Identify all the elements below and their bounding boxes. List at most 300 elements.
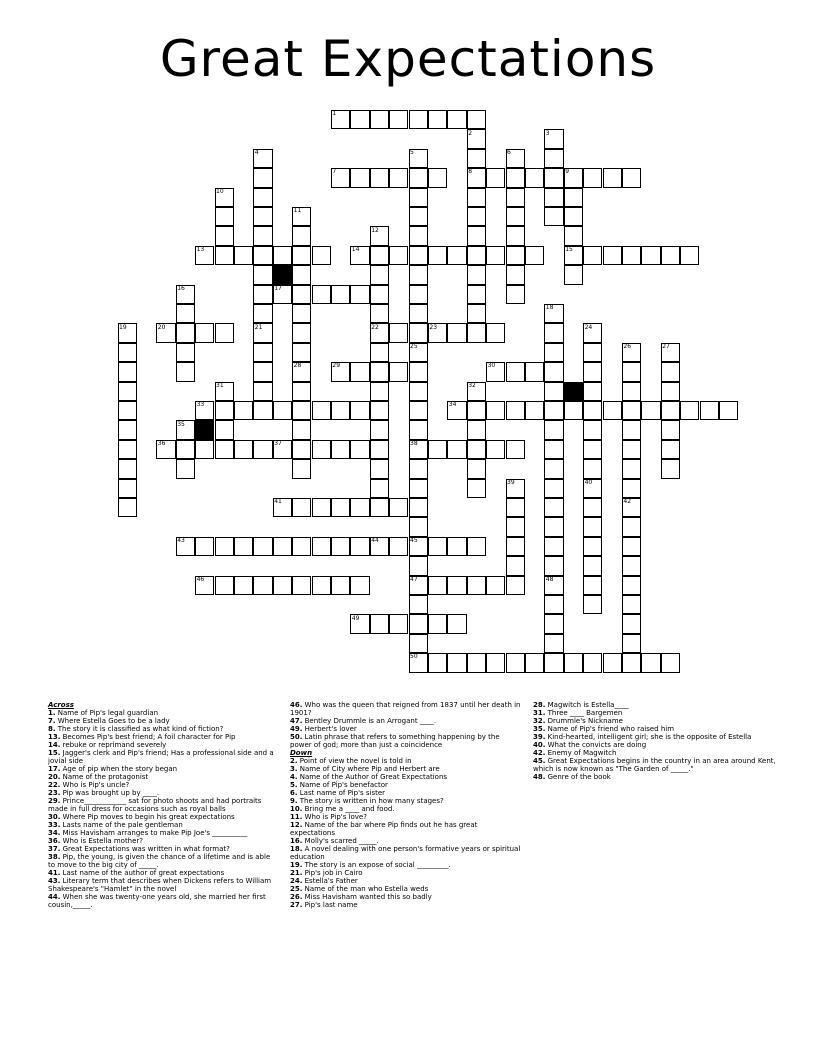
grid-cell[interactable] [506, 265, 525, 284]
grid-cell[interactable] [409, 498, 428, 517]
grid-cell[interactable] [292, 459, 311, 478]
grid-cell[interactable] [467, 440, 486, 459]
grid-cell[interactable] [312, 440, 331, 459]
grid-cell[interactable] [544, 382, 563, 401]
grid-cell[interactable] [176, 537, 195, 556]
grid-cell[interactable] [641, 246, 660, 265]
grid-cell[interactable] [661, 401, 680, 420]
grid-cell[interactable] [370, 362, 389, 381]
grid-cell[interactable] [661, 343, 680, 362]
grid-cell[interactable] [583, 459, 602, 478]
grid-cell[interactable] [118, 479, 137, 498]
grid-cell[interactable] [292, 382, 311, 401]
grid-cell[interactable] [467, 323, 486, 342]
grid-cell[interactable] [215, 440, 234, 459]
grid-cell[interactable] [234, 537, 253, 556]
grid-cell[interactable] [253, 343, 272, 362]
grid-cell[interactable] [215, 226, 234, 245]
grid-cell[interactable] [622, 595, 641, 614]
grid-cell[interactable] [622, 614, 641, 633]
grid-cell[interactable] [428, 614, 447, 633]
grid-cell[interactable] [467, 265, 486, 284]
grid-cell[interactable] [622, 362, 641, 381]
grid-cell[interactable] [370, 382, 389, 401]
grid-cell[interactable] [370, 537, 389, 556]
grid-cell[interactable] [312, 285, 331, 304]
grid-cell[interactable] [253, 401, 272, 420]
grid-cell[interactable] [486, 246, 505, 265]
grid-cell[interactable] [292, 362, 311, 381]
grid-cell[interactable] [564, 188, 583, 207]
grid-cell[interactable] [409, 168, 428, 187]
grid-cell[interactable] [506, 168, 525, 187]
grid-cell[interactable] [234, 401, 253, 420]
grid-cell[interactable] [409, 479, 428, 498]
grid-cell[interactable] [467, 401, 486, 420]
grid-cell[interactable] [583, 382, 602, 401]
grid-cell[interactable] [428, 168, 447, 187]
grid-cell[interactable] [176, 285, 195, 304]
grid-cell[interactable] [350, 362, 369, 381]
grid-cell[interactable] [253, 537, 272, 556]
grid-cell[interactable] [544, 207, 563, 226]
grid-cell[interactable] [583, 653, 602, 672]
grid-cell[interactable] [409, 149, 428, 168]
grid-cell[interactable] [253, 168, 272, 187]
grid-cell[interactable] [447, 440, 466, 459]
grid-cell[interactable] [428, 246, 447, 265]
grid-cell[interactable] [428, 440, 447, 459]
grid-cell[interactable] [409, 246, 428, 265]
grid-cell[interactable] [273, 498, 292, 517]
grid-cell[interactable] [641, 653, 660, 672]
grid-cell[interactable] [331, 362, 350, 381]
grid-cell[interactable] [719, 401, 738, 420]
grid-cell[interactable] [370, 323, 389, 342]
grid-cell[interactable] [564, 265, 583, 284]
grid-cell[interactable] [331, 168, 350, 187]
grid-cell[interactable] [118, 362, 137, 381]
grid-cell[interactable] [389, 362, 408, 381]
grid-cell[interactable] [467, 420, 486, 439]
grid-cell[interactable] [467, 207, 486, 226]
grid-cell[interactable] [467, 188, 486, 207]
grid-cell[interactable] [176, 343, 195, 362]
grid-cell[interactable] [273, 285, 292, 304]
grid-cell[interactable] [215, 537, 234, 556]
grid-cell[interactable] [176, 420, 195, 439]
grid-cell[interactable] [544, 401, 563, 420]
grid-cell[interactable] [409, 110, 428, 129]
grid-cell[interactable] [273, 401, 292, 420]
grid-cell[interactable] [389, 498, 408, 517]
grid-cell[interactable] [583, 246, 602, 265]
grid-cell[interactable] [389, 168, 408, 187]
grid-cell[interactable] [370, 440, 389, 459]
grid-cell[interactable] [370, 265, 389, 284]
grid-cell[interactable] [467, 537, 486, 556]
grid-cell[interactable] [292, 246, 311, 265]
grid-cell[interactable] [409, 323, 428, 342]
grid-cell[interactable] [467, 576, 486, 595]
grid-cell[interactable] [312, 246, 331, 265]
grid-cell[interactable] [467, 246, 486, 265]
grid-cell[interactable] [564, 246, 583, 265]
grid-cell[interactable] [564, 226, 583, 245]
grid-cell[interactable] [409, 653, 428, 672]
grid-cell[interactable] [215, 576, 234, 595]
grid-cell[interactable] [583, 440, 602, 459]
grid-cell[interactable] [583, 576, 602, 595]
grid-cell[interactable] [195, 576, 214, 595]
grid-cell[interactable] [118, 420, 137, 439]
grid-cell[interactable] [564, 401, 583, 420]
grid-cell[interactable] [486, 323, 505, 342]
grid-cell[interactable] [253, 285, 272, 304]
grid-cell[interactable] [292, 401, 311, 420]
grid-cell[interactable] [525, 401, 544, 420]
grid-cell[interactable] [447, 576, 466, 595]
grid-cell[interactable] [447, 653, 466, 672]
grid-cell[interactable] [583, 517, 602, 536]
grid-cell[interactable] [409, 517, 428, 536]
grid-cell[interactable] [506, 226, 525, 245]
grid-cell[interactable] [215, 382, 234, 401]
grid-cell[interactable] [409, 265, 428, 284]
grid-cell[interactable] [253, 576, 272, 595]
grid-cell[interactable] [156, 440, 175, 459]
grid-cell[interactable] [467, 168, 486, 187]
grid-cell[interactable] [447, 110, 466, 129]
grid-cell[interactable] [525, 246, 544, 265]
grid-cell[interactable] [661, 653, 680, 672]
grid-cell[interactable] [622, 343, 641, 362]
grid-cell[interactable] [409, 304, 428, 323]
grid-cell[interactable] [370, 479, 389, 498]
grid-cell[interactable] [273, 576, 292, 595]
grid-cell[interactable] [506, 246, 525, 265]
grid-cell[interactable] [525, 168, 544, 187]
grid-cell[interactable] [525, 653, 544, 672]
grid-cell[interactable] [409, 226, 428, 245]
grid-cell[interactable] [370, 343, 389, 362]
grid-cell[interactable] [447, 246, 466, 265]
grid-cell[interactable] [370, 614, 389, 633]
grid-cell[interactable] [603, 653, 622, 672]
grid-cell[interactable] [195, 246, 214, 265]
grid-cell[interactable] [583, 556, 602, 575]
grid-cell[interactable] [118, 343, 137, 362]
grid-cell[interactable] [603, 168, 622, 187]
grid-cell[interactable] [506, 188, 525, 207]
grid-cell[interactable] [331, 498, 350, 517]
grid-cell[interactable] [370, 168, 389, 187]
grid-cell[interactable] [622, 459, 641, 478]
grid-cell[interactable] [370, 285, 389, 304]
grid-cell[interactable] [680, 246, 699, 265]
grid-cell[interactable] [292, 420, 311, 439]
grid-cell[interactable] [292, 226, 311, 245]
grid-cell[interactable] [506, 537, 525, 556]
grid-cell[interactable] [215, 207, 234, 226]
grid-cell[interactable] [292, 285, 311, 304]
grid-cell[interactable] [486, 576, 505, 595]
grid-cell[interactable] [506, 207, 525, 226]
grid-cell[interactable] [253, 304, 272, 323]
grid-cell[interactable] [622, 246, 641, 265]
grid-cell[interactable] [215, 246, 234, 265]
grid-cell[interactable] [428, 323, 447, 342]
grid-cell[interactable] [312, 576, 331, 595]
grid-cell[interactable] [350, 440, 369, 459]
grid-cell[interactable] [583, 343, 602, 362]
grid-cell[interactable] [428, 110, 447, 129]
grid-cell[interactable] [506, 401, 525, 420]
grid-cell[interactable] [350, 110, 369, 129]
grid-cell[interactable] [506, 517, 525, 536]
grid-cell[interactable] [622, 382, 641, 401]
grid-cell[interactable] [486, 168, 505, 187]
grid-cell[interactable] [506, 576, 525, 595]
grid-cell[interactable] [583, 479, 602, 498]
grid-cell[interactable] [176, 362, 195, 381]
grid-cell[interactable] [428, 576, 447, 595]
grid-cell[interactable] [292, 440, 311, 459]
grid-cell[interactable] [622, 517, 641, 536]
grid-cell[interactable] [312, 401, 331, 420]
grid-cell[interactable] [273, 537, 292, 556]
grid-cell[interactable] [603, 401, 622, 420]
grid-cell[interactable] [350, 614, 369, 633]
grid-cell[interactable] [544, 362, 563, 381]
grid-cell[interactable] [544, 614, 563, 633]
grid-cell[interactable] [506, 479, 525, 498]
grid-cell[interactable] [253, 362, 272, 381]
grid-cell[interactable] [176, 323, 195, 342]
grid-cell[interactable] [292, 498, 311, 517]
grid-cell[interactable] [447, 323, 466, 342]
grid-cell[interactable] [312, 498, 331, 517]
grid-cell[interactable] [583, 401, 602, 420]
grid-cell[interactable] [370, 459, 389, 478]
grid-cell[interactable] [195, 323, 214, 342]
grid-cell[interactable] [409, 556, 428, 575]
grid-cell[interactable] [583, 498, 602, 517]
grid-cell[interactable] [331, 440, 350, 459]
grid-cell[interactable] [234, 576, 253, 595]
grid-cell[interactable] [409, 634, 428, 653]
grid-cell[interactable] [215, 420, 234, 439]
grid-cell[interactable] [622, 479, 641, 498]
grid-cell[interactable] [583, 168, 602, 187]
grid-cell[interactable] [622, 498, 641, 517]
grid-cell[interactable] [622, 401, 641, 420]
grid-cell[interactable] [389, 246, 408, 265]
grid-cell[interactable] [583, 537, 602, 556]
grid-cell[interactable] [409, 401, 428, 420]
grid-cell[interactable] [176, 459, 195, 478]
grid-cell[interactable] [409, 614, 428, 633]
grid-cell[interactable] [389, 537, 408, 556]
grid-cell[interactable] [234, 246, 253, 265]
grid-cell[interactable] [467, 149, 486, 168]
grid-cell[interactable] [234, 440, 253, 459]
grid-cell[interactable] [525, 362, 544, 381]
grid-cell[interactable] [428, 653, 447, 672]
grid-cell[interactable] [544, 479, 563, 498]
grid-cell[interactable] [544, 634, 563, 653]
grid-cell[interactable] [447, 614, 466, 633]
grid-cell[interactable] [583, 362, 602, 381]
grid-cell[interactable] [564, 653, 583, 672]
grid-cell[interactable] [506, 498, 525, 517]
grid-cell[interactable] [409, 440, 428, 459]
grid-cell[interactable] [544, 323, 563, 342]
grid-cell[interactable] [506, 556, 525, 575]
grid-cell[interactable] [409, 576, 428, 595]
grid-cell[interactable] [622, 420, 641, 439]
grid-cell[interactable] [370, 226, 389, 245]
grid-cell[interactable] [603, 246, 622, 265]
grid-cell[interactable] [544, 304, 563, 323]
grid-cell[interactable] [583, 420, 602, 439]
grid-cell[interactable] [273, 440, 292, 459]
grid-cell[interactable] [544, 498, 563, 517]
grid-cell[interactable] [544, 459, 563, 478]
grid-cell[interactable] [486, 401, 505, 420]
grid-cell[interactable] [486, 362, 505, 381]
grid-cell[interactable] [583, 323, 602, 342]
grid-cell[interactable] [118, 323, 137, 342]
grid-cell[interactable] [370, 246, 389, 265]
grid-cell[interactable] [409, 207, 428, 226]
grid-cell[interactable] [583, 595, 602, 614]
grid-cell[interactable] [370, 420, 389, 439]
grid-cell[interactable] [253, 207, 272, 226]
grid-cell[interactable] [350, 401, 369, 420]
grid-cell[interactable] [350, 285, 369, 304]
grid-cell[interactable] [467, 653, 486, 672]
grid-cell[interactable] [409, 459, 428, 478]
grid-cell[interactable] [564, 168, 583, 187]
grid-cell[interactable] [370, 401, 389, 420]
grid-cell[interactable] [467, 479, 486, 498]
grid-cell[interactable] [253, 382, 272, 401]
grid-cell[interactable] [350, 246, 369, 265]
grid-cell[interactable] [622, 168, 641, 187]
grid-cell[interactable] [253, 226, 272, 245]
grid-cell[interactable] [544, 576, 563, 595]
grid-cell[interactable] [622, 634, 641, 653]
grid-cell[interactable] [389, 110, 408, 129]
grid-cell[interactable] [622, 537, 641, 556]
grid-cell[interactable] [253, 440, 272, 459]
grid-cell[interactable] [661, 246, 680, 265]
grid-cell[interactable] [544, 343, 563, 362]
grid-cell[interactable] [486, 653, 505, 672]
grid-cell[interactable] [486, 440, 505, 459]
grid-cell[interactable] [118, 401, 137, 420]
grid-cell[interactable] [447, 401, 466, 420]
grid-cell[interactable] [370, 110, 389, 129]
grid-cell[interactable] [409, 343, 428, 362]
grid-cell[interactable] [118, 498, 137, 517]
grid-cell[interactable] [350, 537, 369, 556]
grid-cell[interactable] [467, 226, 486, 245]
grid-cell[interactable] [331, 537, 350, 556]
grid-cell[interactable] [195, 537, 214, 556]
grid-cell[interactable] [118, 382, 137, 401]
grid-cell[interactable] [331, 110, 350, 129]
grid-cell[interactable] [622, 653, 641, 672]
grid-cell[interactable] [118, 459, 137, 478]
grid-cell[interactable] [253, 246, 272, 265]
grid-cell[interactable] [292, 576, 311, 595]
grid-cell[interactable] [409, 188, 428, 207]
grid-cell[interactable] [544, 149, 563, 168]
grid-cell[interactable] [292, 537, 311, 556]
grid-cell[interactable] [195, 401, 214, 420]
grid-cell[interactable] [389, 323, 408, 342]
grid-cell[interactable] [506, 285, 525, 304]
grid-cell[interactable] [176, 440, 195, 459]
grid-cell[interactable] [215, 323, 234, 342]
grid-cell[interactable] [544, 653, 563, 672]
grid-cell[interactable] [467, 459, 486, 478]
grid-cell[interactable] [292, 207, 311, 226]
grid-cell[interactable] [544, 440, 563, 459]
grid-cell[interactable] [544, 556, 563, 575]
grid-cell[interactable] [622, 440, 641, 459]
grid-cell[interactable] [409, 420, 428, 439]
grid-cell[interactable] [292, 304, 311, 323]
grid-cell[interactable] [350, 498, 369, 517]
grid-cell[interactable] [409, 595, 428, 614]
grid-cell[interactable] [215, 188, 234, 207]
grid-cell[interactable] [506, 149, 525, 168]
grid-cell[interactable] [370, 304, 389, 323]
grid-cell[interactable] [544, 517, 563, 536]
grid-cell[interactable] [506, 440, 525, 459]
grid-cell[interactable] [428, 537, 447, 556]
grid-cell[interactable] [253, 149, 272, 168]
grid-cell[interactable] [544, 188, 563, 207]
grid-cell[interactable] [409, 537, 428, 556]
grid-cell[interactable] [506, 653, 525, 672]
grid-cell[interactable] [544, 537, 563, 556]
grid-cell[interactable] [409, 382, 428, 401]
grid-cell[interactable] [273, 246, 292, 265]
grid-cell[interactable] [292, 343, 311, 362]
grid-cell[interactable] [544, 129, 563, 148]
grid-cell[interactable] [661, 420, 680, 439]
grid-cell[interactable] [195, 440, 214, 459]
grid-cell[interactable] [661, 382, 680, 401]
grid-cell[interactable] [215, 401, 234, 420]
grid-cell[interactable] [350, 576, 369, 595]
grid-cell[interactable] [641, 401, 660, 420]
grid-cell[interactable] [253, 188, 272, 207]
grid-cell[interactable] [292, 323, 311, 342]
grid-cell[interactable] [506, 362, 525, 381]
grid-cell[interactable] [331, 576, 350, 595]
grid-cell[interactable] [331, 285, 350, 304]
grid-cell[interactable] [292, 265, 311, 284]
grid-cell[interactable] [467, 110, 486, 129]
grid-cell[interactable] [544, 595, 563, 614]
grid-cell[interactable] [447, 537, 466, 556]
grid-cell[interactable] [467, 285, 486, 304]
